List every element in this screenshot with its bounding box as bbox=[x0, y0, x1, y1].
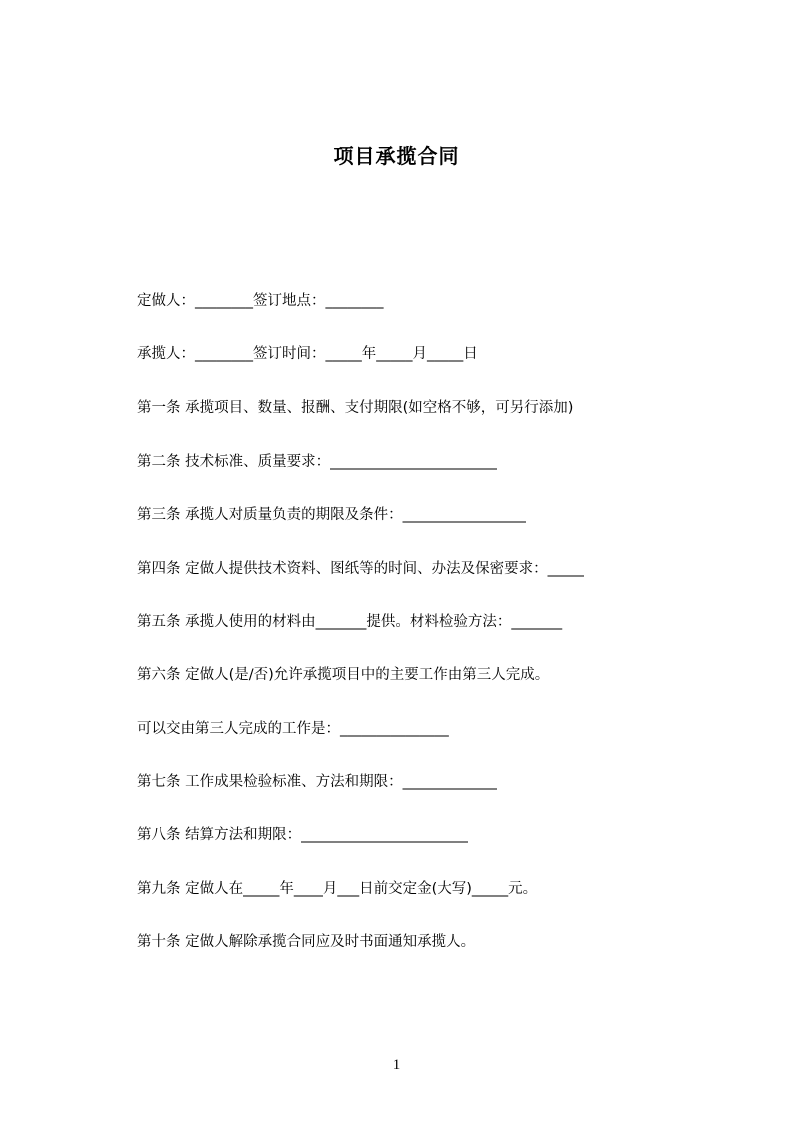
article-3: 第三条 承揽人对质量负责的期限及条件：_________________ bbox=[137, 507, 526, 523]
article-10: 第十条 定做人解除承揽合同应及时书面通知承揽人。 bbox=[137, 934, 476, 950]
article-1: 第一条 承揽项目、数量、报酬、支付期限(如空格不够，可另行添加) bbox=[137, 400, 574, 416]
article-6: 第六条 定做人(是/否)允许承揽项目中的主要工作由第三人完成。 bbox=[137, 667, 550, 683]
party-ordering-line: 定做人：________签订地点：________ bbox=[137, 293, 384, 309]
article-7: 第七条 工作成果检验标准、方法和期限：_____________ bbox=[137, 774, 497, 790]
page-number: 1 bbox=[392, 1057, 401, 1073]
party-contractor-line: 承揽人：________签订时间：_____年_____月_____日 bbox=[137, 346, 478, 362]
article-9: 第九条 定做人在_____年____月___日前交定金(大写)_____元。 bbox=[137, 881, 538, 897]
article-6-continued: 可以交由第三人完成的工作是：_______________ bbox=[137, 721, 449, 737]
article-8: 第八条 结算方法和期限：_______________________ bbox=[137, 827, 468, 843]
document-title: 项目承揽合同 bbox=[333, 144, 460, 168]
article-2: 第二条 技术标准、质量要求：_______________________ bbox=[137, 454, 497, 470]
article-4: 第四条 定做人提供技术资料、图纸等的时间、办法及保密要求：_____ bbox=[137, 561, 584, 577]
article-5: 第五条 承揽人使用的材料由_______提供。材料检验方法：_______ bbox=[137, 614, 563, 630]
